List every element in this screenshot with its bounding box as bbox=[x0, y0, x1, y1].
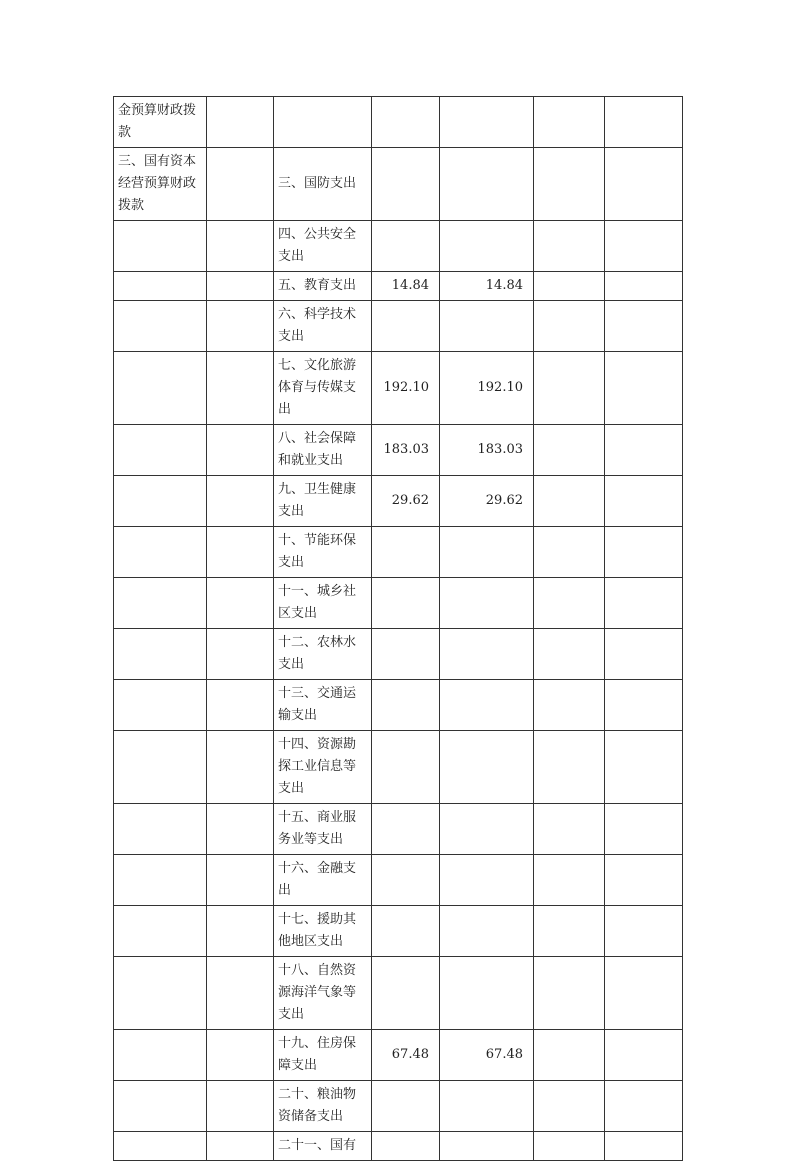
capital-budget-cell bbox=[605, 855, 683, 906]
fund-budget-cell bbox=[534, 906, 605, 957]
fund-budget-cell bbox=[534, 301, 605, 352]
fund-budget-cell bbox=[534, 731, 605, 804]
fund-budget-cell bbox=[534, 804, 605, 855]
expense-item-cell: 十九、住房保障支出 bbox=[274, 1030, 372, 1081]
table-row bbox=[114, 680, 683, 731]
income-amount-cell bbox=[207, 906, 274, 957]
income-item-cell bbox=[114, 578, 207, 629]
expense-total-cell bbox=[372, 804, 440, 855]
expense-item-cell: 七、文化旅游体育与传媒支出 bbox=[274, 352, 372, 425]
income-amount-cell bbox=[207, 476, 274, 527]
income-item-cell bbox=[114, 957, 207, 1030]
expense-total-cell bbox=[372, 527, 440, 578]
capital-budget-cell bbox=[605, 148, 683, 221]
income-amount-cell bbox=[207, 352, 274, 425]
expense-total-cell bbox=[372, 957, 440, 1030]
income-amount-cell bbox=[207, 148, 274, 221]
income-amount-cell bbox=[207, 527, 274, 578]
capital-budget-cell bbox=[605, 425, 683, 476]
income-item-cell bbox=[114, 804, 207, 855]
fund-budget-cell bbox=[534, 476, 605, 527]
expense-item-cell: 九、卫生健康支出 bbox=[274, 476, 372, 527]
expense-item-cell: 二十一、国有 bbox=[274, 1132, 372, 1161]
general-budget-cell bbox=[440, 1081, 534, 1132]
capital-budget-cell bbox=[605, 352, 683, 425]
table-row bbox=[114, 731, 683, 804]
capital-budget-cell bbox=[605, 1081, 683, 1132]
capital-budget-cell bbox=[605, 97, 683, 148]
capital-budget-cell bbox=[605, 680, 683, 731]
expense-item-cell: 四、公共安全支出 bbox=[274, 221, 372, 272]
expense-total-cell bbox=[372, 97, 440, 148]
income-amount-cell bbox=[207, 272, 274, 301]
income-amount-cell bbox=[207, 855, 274, 906]
fund-budget-cell bbox=[534, 1132, 605, 1161]
general-budget-cell: 192.10 bbox=[440, 352, 534, 425]
table-row bbox=[114, 1081, 683, 1132]
capital-budget-cell bbox=[605, 1132, 683, 1161]
general-budget-cell bbox=[440, 527, 534, 578]
general-budget-cell bbox=[440, 804, 534, 855]
capital-budget-cell bbox=[605, 221, 683, 272]
income-item-cell bbox=[114, 629, 207, 680]
expense-total-cell: 14.84 bbox=[372, 272, 440, 301]
general-budget-cell bbox=[440, 680, 534, 731]
income-amount-cell bbox=[207, 578, 274, 629]
fund-budget-cell bbox=[534, 578, 605, 629]
table-row bbox=[114, 804, 683, 855]
income-item-cell bbox=[114, 906, 207, 957]
income-amount-cell bbox=[207, 629, 274, 680]
income-item-cell bbox=[114, 731, 207, 804]
fund-budget-cell bbox=[534, 527, 605, 578]
table-row bbox=[114, 906, 683, 957]
expense-total-cell: 192.10 bbox=[372, 352, 440, 425]
fund-budget-cell bbox=[534, 1030, 605, 1081]
expense-total-cell: 29.62 bbox=[372, 476, 440, 527]
general-budget-cell: 29.62 bbox=[440, 476, 534, 527]
income-amount-cell bbox=[207, 1081, 274, 1132]
table-row bbox=[114, 148, 683, 221]
capital-budget-cell bbox=[605, 476, 683, 527]
income-item-cell bbox=[114, 352, 207, 425]
expense-total-cell: 67.48 bbox=[372, 1030, 440, 1081]
fund-budget-cell bbox=[534, 629, 605, 680]
table-row bbox=[114, 272, 683, 301]
capital-budget-cell bbox=[605, 906, 683, 957]
general-budget-cell bbox=[440, 906, 534, 957]
fund-budget-cell bbox=[534, 680, 605, 731]
expense-item-cell: 五、教育支出 bbox=[274, 272, 372, 301]
general-budget-cell bbox=[440, 97, 534, 148]
table-row bbox=[114, 97, 683, 148]
general-budget-cell bbox=[440, 301, 534, 352]
income-item-cell: 三、国有资本经营预算财政拨款 bbox=[114, 148, 207, 221]
expense-item-cell: 十一、城乡社区支出 bbox=[274, 578, 372, 629]
expense-item-cell: 十六、金融支出 bbox=[274, 855, 372, 906]
capital-budget-cell bbox=[605, 629, 683, 680]
expense-total-cell bbox=[372, 301, 440, 352]
income-amount-cell bbox=[207, 731, 274, 804]
expense-item-cell: 十二、农林水支出 bbox=[274, 629, 372, 680]
capital-budget-cell bbox=[605, 804, 683, 855]
income-item-cell bbox=[114, 1132, 207, 1161]
general-budget-cell bbox=[440, 1132, 534, 1161]
expense-item-cell: 十三、交通运输支出 bbox=[274, 680, 372, 731]
capital-budget-cell bbox=[605, 578, 683, 629]
income-amount-cell bbox=[207, 301, 274, 352]
expense-item-cell: 十四、资源勘探工业信息等支出 bbox=[274, 731, 372, 804]
expense-total-cell bbox=[372, 1132, 440, 1161]
expense-item-cell: 十、节能环保支出 bbox=[274, 527, 372, 578]
fund-budget-cell bbox=[534, 855, 605, 906]
income-amount-cell bbox=[207, 804, 274, 855]
expense-item-cell: 八、社会保障和就业支出 bbox=[274, 425, 372, 476]
general-budget-cell: 67.48 bbox=[440, 1030, 534, 1081]
expense-total-cell: 183.03 bbox=[372, 425, 440, 476]
general-budget-cell: 183.03 bbox=[440, 425, 534, 476]
capital-budget-cell bbox=[605, 731, 683, 804]
capital-budget-cell bbox=[605, 301, 683, 352]
income-amount-cell bbox=[207, 957, 274, 1030]
income-amount-cell bbox=[207, 221, 274, 272]
fund-budget-cell bbox=[534, 352, 605, 425]
expense-item-cell: 三、国防支出 bbox=[274, 148, 372, 221]
general-budget-cell bbox=[440, 957, 534, 1030]
general-budget-cell bbox=[440, 221, 534, 272]
fund-budget-cell bbox=[534, 97, 605, 148]
income-amount-cell bbox=[207, 97, 274, 148]
income-amount-cell bbox=[207, 1132, 274, 1161]
expense-item-cell: 十八、自然资源海洋气象等支出 bbox=[274, 957, 372, 1030]
expense-total-cell bbox=[372, 855, 440, 906]
table-row bbox=[114, 301, 683, 352]
expense-total-cell bbox=[372, 731, 440, 804]
fund-budget-cell bbox=[534, 272, 605, 301]
table-row bbox=[114, 1132, 683, 1161]
capital-budget-cell bbox=[605, 957, 683, 1030]
income-item-cell: 金预算财政拨款 bbox=[114, 97, 207, 148]
expense-total-cell bbox=[372, 680, 440, 731]
capital-budget-cell bbox=[605, 1030, 683, 1081]
fund-budget-cell bbox=[534, 957, 605, 1030]
income-item-cell bbox=[114, 1081, 207, 1132]
table-row bbox=[114, 476, 683, 527]
budget-table bbox=[113, 96, 683, 1161]
general-budget-cell bbox=[440, 855, 534, 906]
income-item-cell bbox=[114, 272, 207, 301]
expense-total-cell bbox=[372, 148, 440, 221]
income-item-cell bbox=[114, 527, 207, 578]
general-budget-cell bbox=[440, 148, 534, 221]
income-item-cell bbox=[114, 855, 207, 906]
income-item-cell bbox=[114, 680, 207, 731]
expense-total-cell bbox=[372, 906, 440, 957]
expense-item-cell: 六、科学技术支出 bbox=[274, 301, 372, 352]
expense-item-cell: 二十、粮油物资储备支出 bbox=[274, 1081, 372, 1132]
income-item-cell bbox=[114, 425, 207, 476]
table-row bbox=[114, 578, 683, 629]
fund-budget-cell bbox=[534, 1081, 605, 1132]
expense-item-cell: 十五、商业服务业等支出 bbox=[274, 804, 372, 855]
table-row bbox=[114, 957, 683, 1030]
general-budget-cell bbox=[440, 731, 534, 804]
general-budget-cell: 14.84 bbox=[440, 272, 534, 301]
table-row bbox=[114, 352, 683, 425]
expense-total-cell bbox=[372, 221, 440, 272]
table-row bbox=[114, 425, 683, 476]
income-amount-cell bbox=[207, 425, 274, 476]
general-budget-cell bbox=[440, 629, 534, 680]
table-body bbox=[114, 97, 683, 1161]
income-item-cell bbox=[114, 476, 207, 527]
table-row bbox=[114, 629, 683, 680]
income-amount-cell bbox=[207, 680, 274, 731]
capital-budget-cell bbox=[605, 527, 683, 578]
income-item-cell bbox=[114, 221, 207, 272]
general-budget-cell bbox=[440, 578, 534, 629]
table-row bbox=[114, 527, 683, 578]
expense-item-cell: 十七、援助其他地区支出 bbox=[274, 906, 372, 957]
expense-total-cell bbox=[372, 629, 440, 680]
expense-total-cell bbox=[372, 1081, 440, 1132]
fund-budget-cell bbox=[534, 221, 605, 272]
fund-budget-cell bbox=[534, 148, 605, 221]
expense-item-cell bbox=[274, 97, 372, 148]
income-item-cell bbox=[114, 1030, 207, 1081]
table-row bbox=[114, 221, 683, 272]
income-item-cell bbox=[114, 301, 207, 352]
income-amount-cell bbox=[207, 1030, 274, 1081]
table-row bbox=[114, 1030, 683, 1081]
fund-budget-cell bbox=[534, 425, 605, 476]
table-row bbox=[114, 855, 683, 906]
expense-total-cell bbox=[372, 578, 440, 629]
capital-budget-cell bbox=[605, 272, 683, 301]
